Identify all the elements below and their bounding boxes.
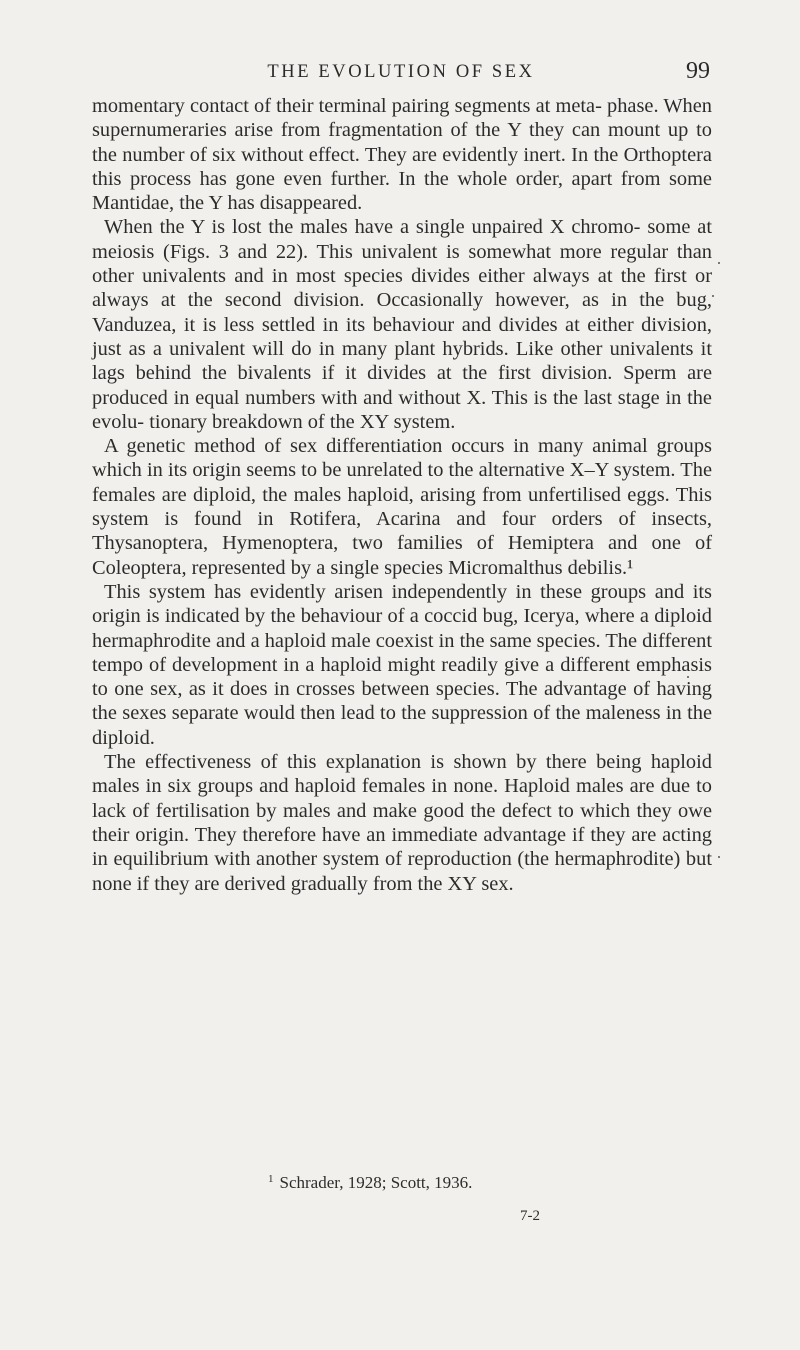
print-speck bbox=[718, 262, 720, 264]
running-title: THE EVOLUTION OF SEX bbox=[267, 62, 535, 82]
paragraph-3: A genetic method of sex differentiation occurs in many animal groups which in its origin seems to be unrelated to the alternative X–Y system. The females are diploid, the males haploid, arising from unfertilised eggs. This system is found in Rotifera, Acarina and four orders of insects, Thysanoptera, Hymenoptera, two families of Hemiptera and one of Coleoptera, represented by a single species Micromalthus debilis.¹ bbox=[92, 435, 712, 579]
print-speck bbox=[718, 856, 720, 858]
signature-mark: 7-2 bbox=[520, 1208, 540, 1224]
print-speck bbox=[712, 295, 714, 297]
footnote-text: Schrader, 1928; Scott, 1936. bbox=[279, 1173, 473, 1192]
footnote-marker: 1 bbox=[268, 1173, 274, 1185]
print-speck bbox=[687, 676, 689, 678]
running-head bbox=[92, 60, 710, 90]
footnote bbox=[268, 1173, 472, 1193]
paragraph-1: momentary contact of their terminal pairing segments at meta- phase. When supernumeraries arise from fragmentation of the Y they can mount up to the number of six without effect. They are evidently inert. In the Orthoptera this process has gone even further. In the whole order, apart from some Mantidae, the Y has disappeared. bbox=[92, 95, 712, 215]
paragraph-4: This system has evidently arisen independently in these groups and its origin is indicated by the behaviour of a coccid bug, Icerya, where a diploid hermaphrodite and a haploid male coexist in the same species. The different tempo of development in a haploid might readily give a different emphasis to one sex, as it does in crosses between species. The advantage of having the sexes separate would then lead to the suppression of the maleness in the diploid. bbox=[92, 580, 712, 749]
body-text bbox=[92, 94, 712, 896]
page-number: 99 bbox=[686, 58, 710, 84]
paragraph-5: The effectiveness of this explanation is shown by there being haploid males in six groups and haploid females in none. Haploid males are due to lack of fertilisation by males and make good the defect to which they owe their origin. They therefore have an immediate advantage if they are acting in equilibrium with another system of reproduction (the hermaphrodite) but none if they are derived gradually from the XY sex. bbox=[92, 751, 712, 895]
paragraph-2: When the Y is lost the males have a single unpaired X chromo- some at meiosis (Figs. 3 and 22). This univalent is somewhat more regular than other univalents and in most species divides either always at the first or always at the second division. Occasionally however, as in the bug, Vanduzea, it is less settled in its behaviour and divides at either division, just as a univalent will do in many plant hybrids. Like other univalents it lags behind the bivalents if it divides at the first division. Sperm are produced in equal numbers with and without X. This is the last stage in the evolu- tionary breakdown of the XY system. bbox=[92, 216, 712, 433]
